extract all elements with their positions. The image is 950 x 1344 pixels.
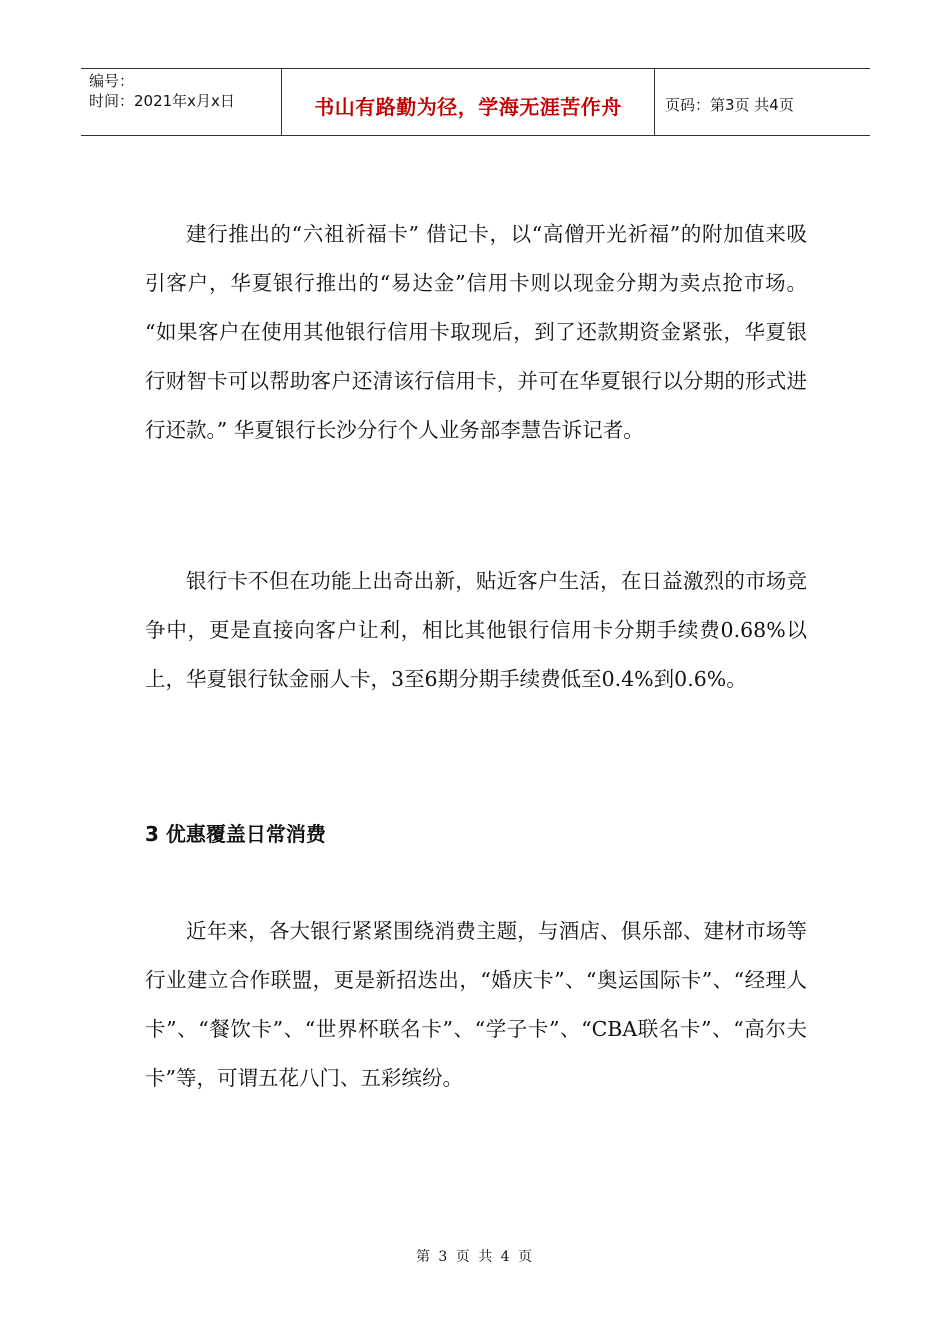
document-header (81, 68, 870, 136)
page-info: 页码：第3页 共4页 (665, 95, 794, 114)
page-footer: 第 3 页 共 4 页 (415, 1249, 535, 1265)
motto-text: 书山有路勤为径，学海无涯苦作舟 (314, 94, 622, 119)
paragraph-3: 近年来，各大银行紧紧围绕消费主题，与酒店、俱乐部、建材市场等行业建立合作联盟，更是新招迭出，“婚庆卡”、“奥运国际卡”、“经理人卡”、“餐饮卡”、“世界杯联名卡”、“学子卡”、“CBA联名卡”、“高尔夫卡”等，可谓五花八门、五彩缤纷。 (145, 919, 807, 1090)
time-label: 时间：2021年x月x日 (89, 92, 235, 110)
header-page-cell (655, 69, 870, 135)
paragraph-1: 建行推出的“六祖祈福卡” 借记卡，以“高僧开光祈福”的附加值来吸引客户，华夏银行推出的“易达金”信用卡则以现金分期为卖点抢市场。 “如果客户在使用其他银行信用卡取现后，到了还款期资金紧张，华夏银行财智卡可以帮助客户还清该行信用卡，并可在华夏银行以分期的形式进行还款。” 华夏银行长沙分行个人业务部李慧告诉记者。 (145, 222, 807, 442)
section-heading: 3 优惠覆盖日常消费 (145, 822, 326, 846)
header-motto-cell (282, 69, 655, 135)
header-meta-cell (81, 69, 282, 135)
number-label: 编号： (89, 72, 135, 90)
paragraph-2: 银行卡不但在功能上出奇出新，贴近客户生活，在日益激烈的市场竞争中，更是直接向客户让利，相比其他银行信用卡分期手续费0.68%以上，华夏银行钛金丽人卡，3至6期分期手续费低至0.4%到0.6%。 (145, 569, 807, 691)
